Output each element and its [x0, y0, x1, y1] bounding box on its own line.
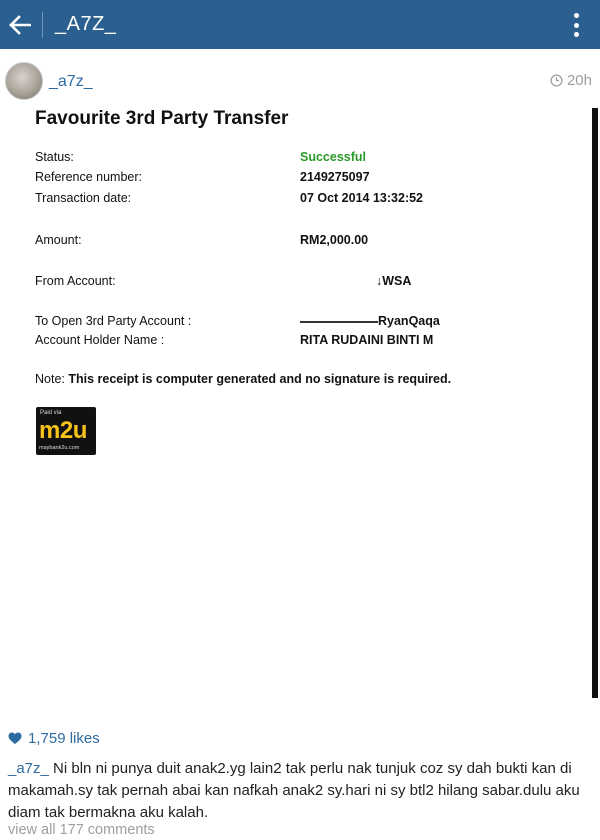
- date-label: Transaction date:: [35, 191, 132, 205]
- paid-via-text: Paid via: [40, 410, 62, 416]
- page-title: _A7Z_: [55, 13, 117, 35]
- likes-count[interactable]: [8, 730, 100, 747]
- post-username[interactable]: _a7z_: [49, 73, 93, 90]
- receipt-title: Favourite 3rd Party Transfer: [35, 108, 289, 129]
- m2u-site-text: maybank2u.com: [39, 445, 80, 451]
- likes-text: 1,759 likes: [28, 730, 100, 747]
- holder-name-value: RITA RUDAINI BINTI M: [300, 333, 434, 347]
- view-all-comments-link[interactable]: view all 177 comments: [8, 822, 155, 838]
- menu-dot-icon: [574, 32, 579, 37]
- status-value: Successful: [300, 150, 367, 164]
- status-label: Status:: [35, 150, 74, 164]
- post-timestamp: [550, 72, 592, 89]
- to-account-value: [300, 314, 440, 328]
- heart-icon: [8, 732, 22, 745]
- note-text: This receipt is computer generated and no signature is required.: [68, 372, 452, 386]
- overflow-menu-button[interactable]: [564, 10, 588, 40]
- down-arrow-icon: ↓: [376, 274, 383, 288]
- top-app-bar: [0, 0, 600, 49]
- note-label: Note:: [35, 372, 65, 386]
- date-value: 07 Oct 2014 13:32:52: [300, 191, 424, 205]
- to-account-label: To Open 3rd Party Account :: [35, 314, 192, 328]
- amount-value: RM2,000.00: [300, 233, 369, 247]
- from-account-label: From Account:: [35, 274, 116, 288]
- menu-dot-icon: [574, 23, 579, 28]
- avatar[interactable]: [5, 62, 43, 100]
- toolbar-divider: [42, 12, 43, 38]
- from-account-text: WSA: [382, 274, 412, 288]
- back-arrow-icon: [9, 15, 31, 35]
- receipt-edge: [592, 108, 598, 698]
- amount-label: Amount:: [35, 233, 82, 247]
- post-header: [0, 50, 600, 108]
- redaction-mark: [300, 321, 378, 323]
- to-account-text: RyanQaqa: [378, 314, 440, 328]
- post-image-receipt[interactable]: [0, 108, 600, 716]
- post-caption: [8, 758, 593, 824]
- reference-value: 2149275097: [300, 170, 370, 184]
- clock-icon: [550, 74, 563, 87]
- from-account-value: [300, 274, 411, 288]
- reference-label: Reference number:: [35, 170, 143, 184]
- caption-text: Ni bln ni punya duit anak2.yg lain2 tak perlu nak tunjuk coz sy dah bukti kan di makamah.sy tak pernah abai kan nafkah anak2 sy.hari ni sy btl2 hilang sabar.dulu aku diam tak bermakna aku kalah.: [8, 760, 580, 821]
- m2u-logo: [36, 407, 96, 455]
- time-label: 20h: [566, 72, 592, 89]
- m2u-logo-text: m2u: [39, 417, 87, 444]
- caption-username[interactable]: _a7z_: [8, 760, 49, 777]
- holder-name-label: Account Holder Name :: [35, 333, 165, 347]
- back-button[interactable]: [0, 0, 40, 49]
- menu-dot-icon: [574, 13, 579, 18]
- receipt-note: [35, 372, 451, 386]
